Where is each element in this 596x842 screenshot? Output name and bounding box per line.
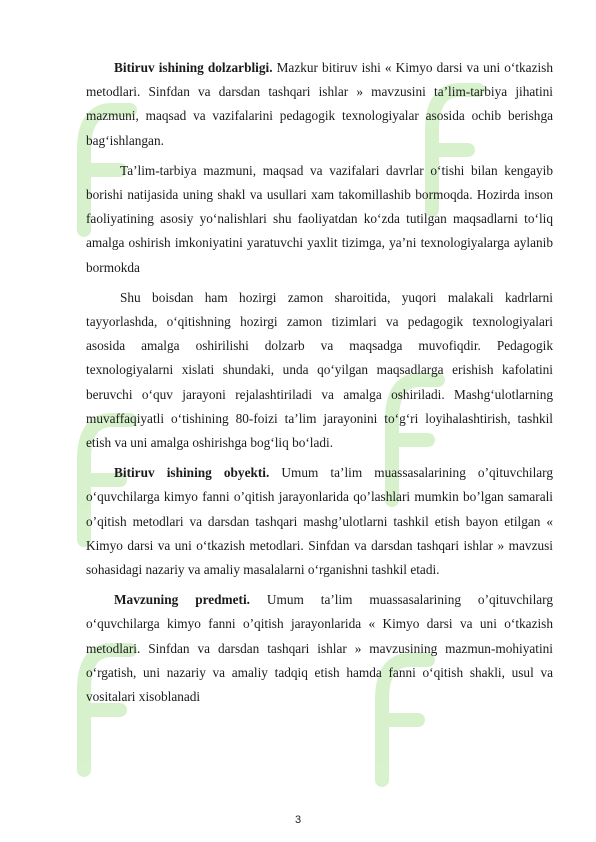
paragraph-technologies: [86, 286, 553, 455]
paragraph-text: Ta’lim-tarbiya mazmuni, maqsad va vazifalari davrlar o‘tishi bilan kengayib borishi natijasida uning shakl va usullari xam takomillashib bormoqda. Hozirda inson faoliyatining asosiy yo‘nalishlari shu faoliyatdan ko‘zda tutilgan maqsadlarni to‘liq amalga oshirish imkoniyatini yaratuvchi yaxlit tizimga, ya’ni texnologiyalarga aylanib bormokda: [86, 162, 553, 275]
paragraph-text: Umum ta’lim muassasalarining o’qituvchilarg o‘quvchilarga kimyo fanni o’qitish jarayonlarida qo’lashlari mumkin bo’lgan samarali o’qitish metodlari va darsdan tashqari mashg’ulotlarni tashkil etish bayon etilgan « Kimyo darsi va uni o‘tkazish metodlari. Sinfdan va darsdan tashqari ishlar » mavzusi sohasidagi nazariy va amaliy masalalarni o‘rganishni tashkil etadi.: [86, 465, 554, 578]
document-body: [86, 56, 553, 715]
paragraph-content: [86, 159, 553, 280]
paragraph-text: Umum ta’lim muassasalarining o’qituvchilarg o‘quvchilarga kimyo fanni o’qitish jarayonlarida « Kimyo darsi va uni o‘tkazish metodlari. Sinfdan va darsdan tashqari ishlar » mavzusining mazmun-mohiyatini o‘rgatish, uni nazariy va amaliy tadqiq etish hamda fanni o‘qitish shakli, usul va vositalari xisoblanadi: [86, 592, 554, 705]
paragraph-heading: Bitiruv ishining dolzarbligi.: [114, 60, 273, 75]
paragraph-heading: Bitiruv ishining obyekti.: [114, 465, 270, 481]
page-number: 3: [294, 814, 302, 826]
paragraph-text: Mazkur bitiruv ishi « Kimyo darsi va uni o‘tkazish metodlari. Sinfdan va darsdan tashqari ishlar » mavzusini ta’lim-tarbiya jihatini mazmuni, maqsad va vazifalarini pedagogik texnologiyalar asosida ochib berishga bag‘ishlangan.: [86, 60, 553, 148]
paragraph-relevance: [86, 56, 553, 153]
paragraph-subject: [86, 588, 553, 709]
paragraph-text: Shu boisdan ham hozirgi zamon sharoitida, yuqori malakali kadrlarni tayyorlashda, o‘qitishning hozirgi zamon tizimlari va pedagogik texnologiyalari asosida amalga oshirilishi dolzarb va maqsadga muvofiqdir. Pedagogik texnologiyalarni xislati shundaki, unda qo‘yilgan maqsadlarga erishish kafolatini beruvchi o‘quv jarayoni rejalashtiriladi va amalga oshiriladi. Mashg‘ulotlarning muvaffaqiyatli o‘tishining 80-foizi ta’lim jarayonini to‘g‘ri loyihalashtirish, tashkil etish va uni amalga oshirishga bog‘liq bo‘ladi.: [86, 289, 553, 451]
paragraph-heading: Mavzuning predmeti.: [114, 592, 250, 608]
paragraph-object: [86, 461, 553, 582]
